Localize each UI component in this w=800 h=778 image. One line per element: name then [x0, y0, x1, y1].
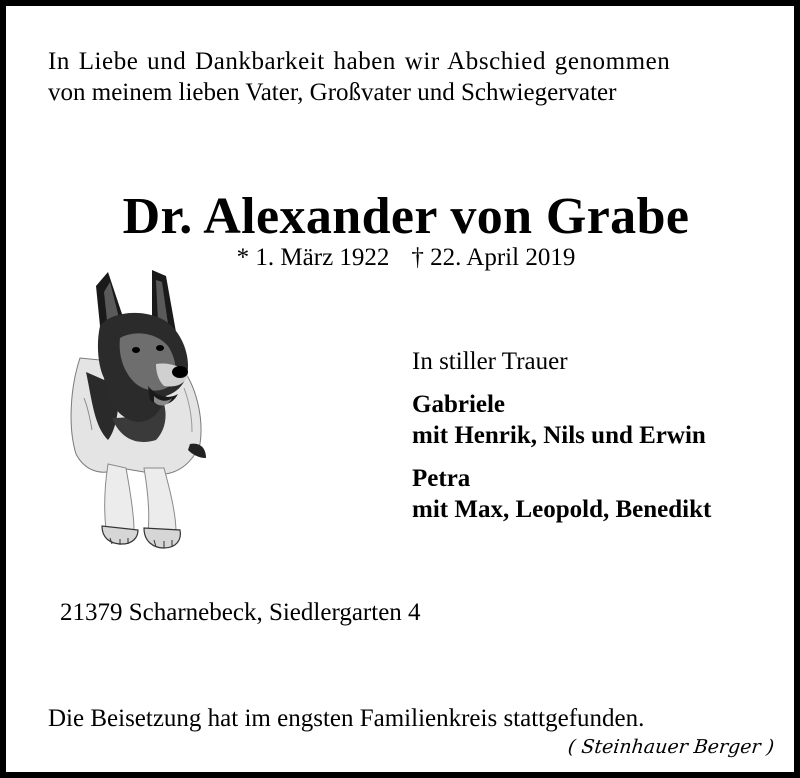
- burial-note: Die Beisetzung hat im engsten Familienkreis stattgefunden.: [48, 705, 645, 732]
- funeral-home-signature: ( Steinhauer Berger ): [566, 736, 776, 758]
- mourners-block: [412, 346, 782, 537]
- intro-line-1: In Liebe und Dankbarkeit haben wir Abschied genommen: [48, 48, 671, 75]
- mourning-intro: In stiller Trauer: [412, 348, 568, 375]
- family-name: Petra: [412, 465, 471, 492]
- address: 21379 Scharnebeck, Siedlergarten 4: [60, 599, 421, 626]
- death-date: † 22. April 2019: [411, 244, 576, 271]
- family-group: [412, 389, 782, 451]
- intro-line-2: von meinem lieben Vater, Großvater und Schwiegervater: [48, 79, 617, 106]
- family-members: mit Max, Leopold, Benedikt: [412, 496, 712, 523]
- birth-date: * 1. März 1922: [236, 244, 390, 271]
- family-group: [412, 463, 782, 525]
- deceased-name: Dr. Alexander von Grabe: [122, 188, 690, 245]
- german-shepherd-icon: [64, 268, 214, 550]
- family-members: mit Henrik, Nils und Erwin: [412, 422, 706, 449]
- intro-text: [48, 46, 768, 108]
- family-name: Gabriele: [412, 391, 506, 418]
